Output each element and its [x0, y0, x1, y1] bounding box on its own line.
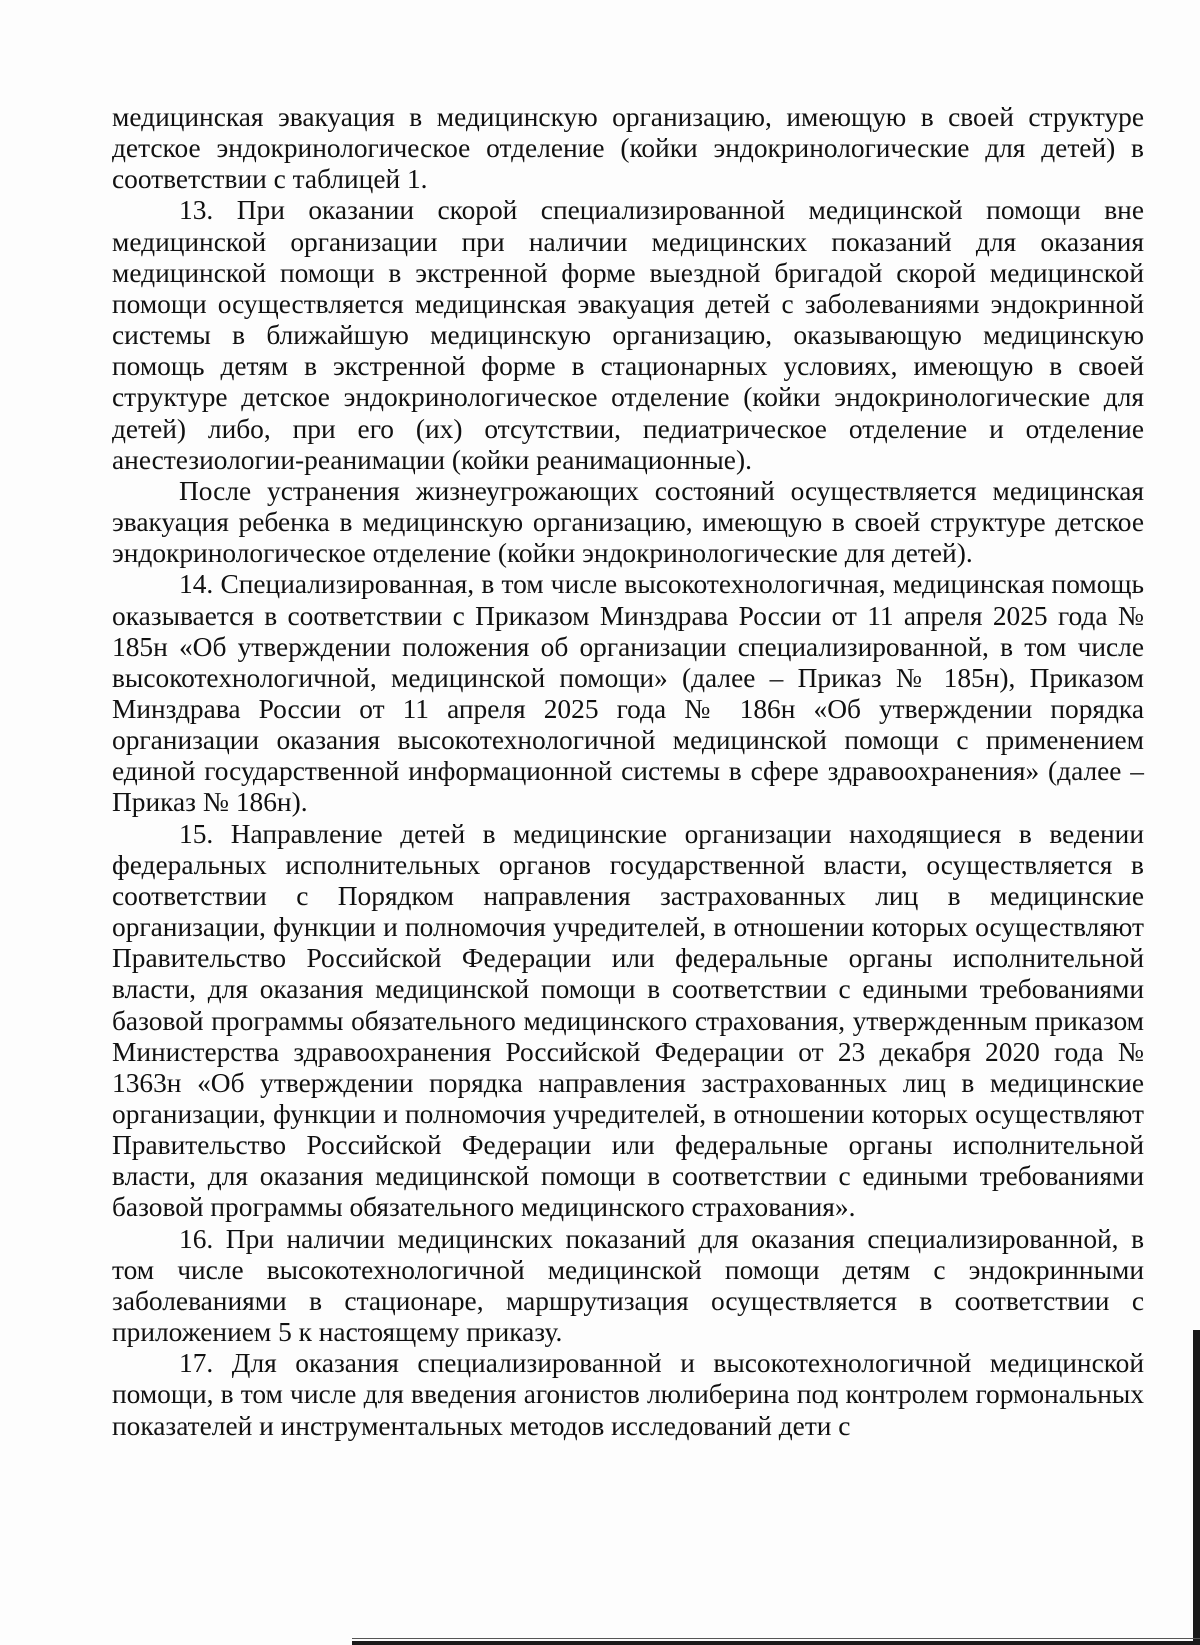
paragraph-continuation: медицинская эвакуация в медицинскую организацию, имеющую в своей структуре детское эндокринологическое отделение (койки эндокринологические для детей) в соответствии с таблицей 1.	[112, 102, 1144, 195]
scan-edge-shadow-bottom	[352, 1641, 1200, 1645]
document-body	[112, 102, 1144, 1442]
scan-edge-line-bottom	[352, 1638, 1200, 1639]
paragraph-14: 14. Специализированная, в том числе высокотехнологичная, медицинская помощь оказывается в соответствии с Приказом Минздрава России от 11 апреля 2025 года № 185н «Об утверждении положения об организации специализированной, в том числе высокотехнологичной, медицинской помощи» (далее – Приказ № 185н), Приказом Минздрава России от 11 апреля 2025 года № 186н «Об утверждении порядка организации оказания высокотехнологичной медицинской помощи с применением единой государственной информационной системы в сфере здравоохранения» (далее – Приказ № 186н).	[112, 569, 1144, 818]
paragraph-13-continued: После устранения жизнеугрожающих состояний осуществляется медицинская эвакуация ребенка в медицинскую организацию, имеющую в своей структуре детское эндокринологическое отделение (койки эндокринологические для детей).	[112, 475, 1144, 569]
paragraph-15: 15. Направление детей в медицинские организации находящиеся в ведении федеральных исполнительных органов государственной власти, осуществляется в соответствии с Порядком направления застрахованных лиц в медицинские организации, функции и полномочия учредителей, в отношении которых осуществляют Правительство Российской Федерации или федеральные органы исполнительной власти, для оказания медицинской помощи в соответствии с едиными требованиями базовой программы обязательного медицинского страхования, утвержденным приказом Министерства здравоохранения Российской Федерации от 23 декабря 2020 года № 1363н «Об утверждении порядка направления застрахованных лиц в медицинские организации, функции и полномочия учредителей, в отношении которых осуществляют Правительство Российской Федерации или федеральные органы исполнительной власти, для оказания медицинской помощи в соответствии с едиными требованиями базовой программы обязательного медицинского страхования».	[112, 818, 1144, 1223]
paragraph-17: 17. Для оказания специализированной и высокотехнологичной медицинской помощи, в том числе для введения агонистов люлиберина под контролем гормональных показателей и инструментальных методов исследований дети с	[112, 1348, 1144, 1441]
paragraph-16: 16. При наличии медицинских показаний для оказания специализированной, в том числе высокотехнологичной медицинской помощи детям с эндокринными заболеваниями в стационаре, маршрутизация осуществляется в соответствии с приложением 5 к настоящему приказу.	[112, 1223, 1144, 1348]
paragraph-13: 13. При оказании скорой специализированной медицинской помощи вне медицинской организации при наличии медицинских показаний для оказания медицинской помощи в экстренной форме выездной бригадой скорой медицинской помощи осуществляется медицинская эвакуация детей с заболеваниями эндокринной системы в ближайшую медицинскую организацию, оказывающую медицинскую помощь детям в экстренной форме в стационарных условиях, имеющую в своей структуре детское эндокринологическое отделение (койки эндокринологические для детей) либо, при его (их) отсутствии, педиатрическое отделение и отделение анестезиологии-реанимации (койки реанимационные).	[112, 195, 1144, 475]
scan-edge-shadow-right	[1193, 1330, 1200, 1645]
